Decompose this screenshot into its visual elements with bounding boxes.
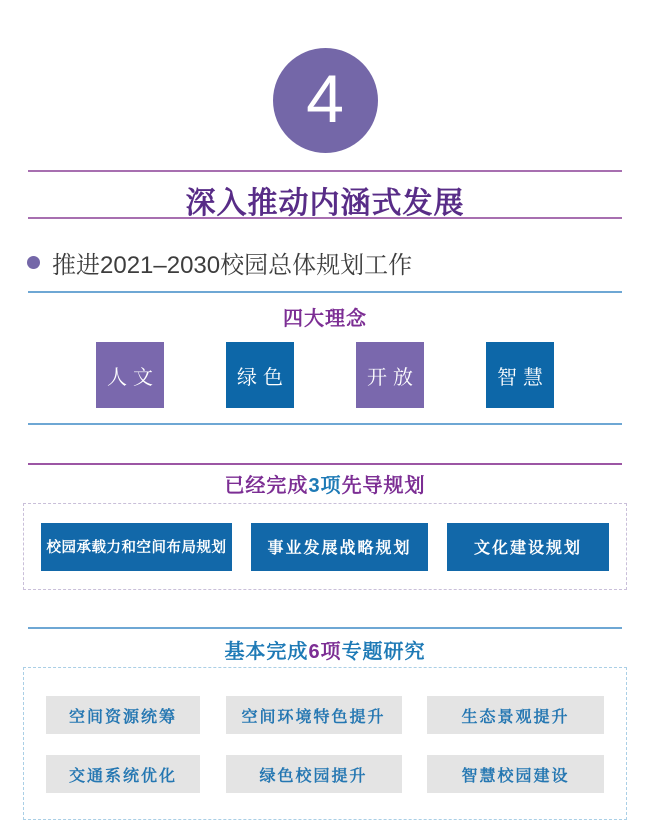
pilot-plans-container	[23, 503, 627, 590]
study-item: 生态景观提升	[427, 696, 604, 734]
concept-box-kaifang	[356, 342, 424, 408]
study-item: 空间资源统筹	[46, 696, 200, 734]
concept-box-lvse	[226, 342, 294, 408]
studies-heading-suffix: 专题研究	[341, 641, 426, 663]
studies-heading-prefix: 基本完成	[224, 641, 309, 663]
study-item: 智慧校园建设	[427, 755, 604, 793]
concept-box-zhihui	[486, 342, 554, 408]
section-divider	[28, 463, 622, 465]
concept-label: 绿色	[237, 366, 289, 389]
pilot-heading-suffix: 先导规划	[341, 475, 426, 497]
pilot-plan-item: 文化建设规划	[447, 523, 609, 571]
section-divider	[28, 423, 622, 425]
concepts-heading: 四大理念	[283, 308, 367, 330]
concepts-row	[0, 342, 650, 408]
bullet-item	[27, 249, 650, 279]
bullet-dot-icon	[27, 256, 40, 269]
step-number-badge	[273, 48, 378, 153]
studies-container	[23, 667, 627, 820]
pilot-heading-highlight: 3项	[308, 475, 342, 497]
concept-label: 人文	[107, 366, 159, 389]
bullet-text: 推进2021–2030校园总体规划工作	[52, 251, 413, 279]
study-item: 绿色校园提升	[226, 755, 402, 793]
study-item: 空间环境特色提升	[226, 696, 402, 734]
concept-box-renwen	[96, 342, 164, 408]
pilot-plan-item: 校园承载力和空间布局规划	[41, 523, 232, 571]
page-title: 深入推动内涵式发展	[185, 187, 465, 220]
studies-heading	[0, 635, 650, 664]
step-number: 4	[306, 60, 344, 137]
section-divider	[28, 291, 622, 293]
concept-label: 开放	[367, 366, 419, 389]
study-item: 交通系统优化	[46, 755, 200, 793]
pilot-heading-prefix: 已经完成	[224, 475, 309, 497]
concept-label: 智慧	[497, 366, 549, 389]
pilot-plan-item: 事业发展战略规划	[251, 523, 428, 571]
pilot-plans-heading	[0, 469, 650, 498]
section-divider	[28, 627, 622, 629]
studies-heading-highlight: 6项	[308, 641, 342, 663]
studies-grid	[46, 696, 604, 793]
